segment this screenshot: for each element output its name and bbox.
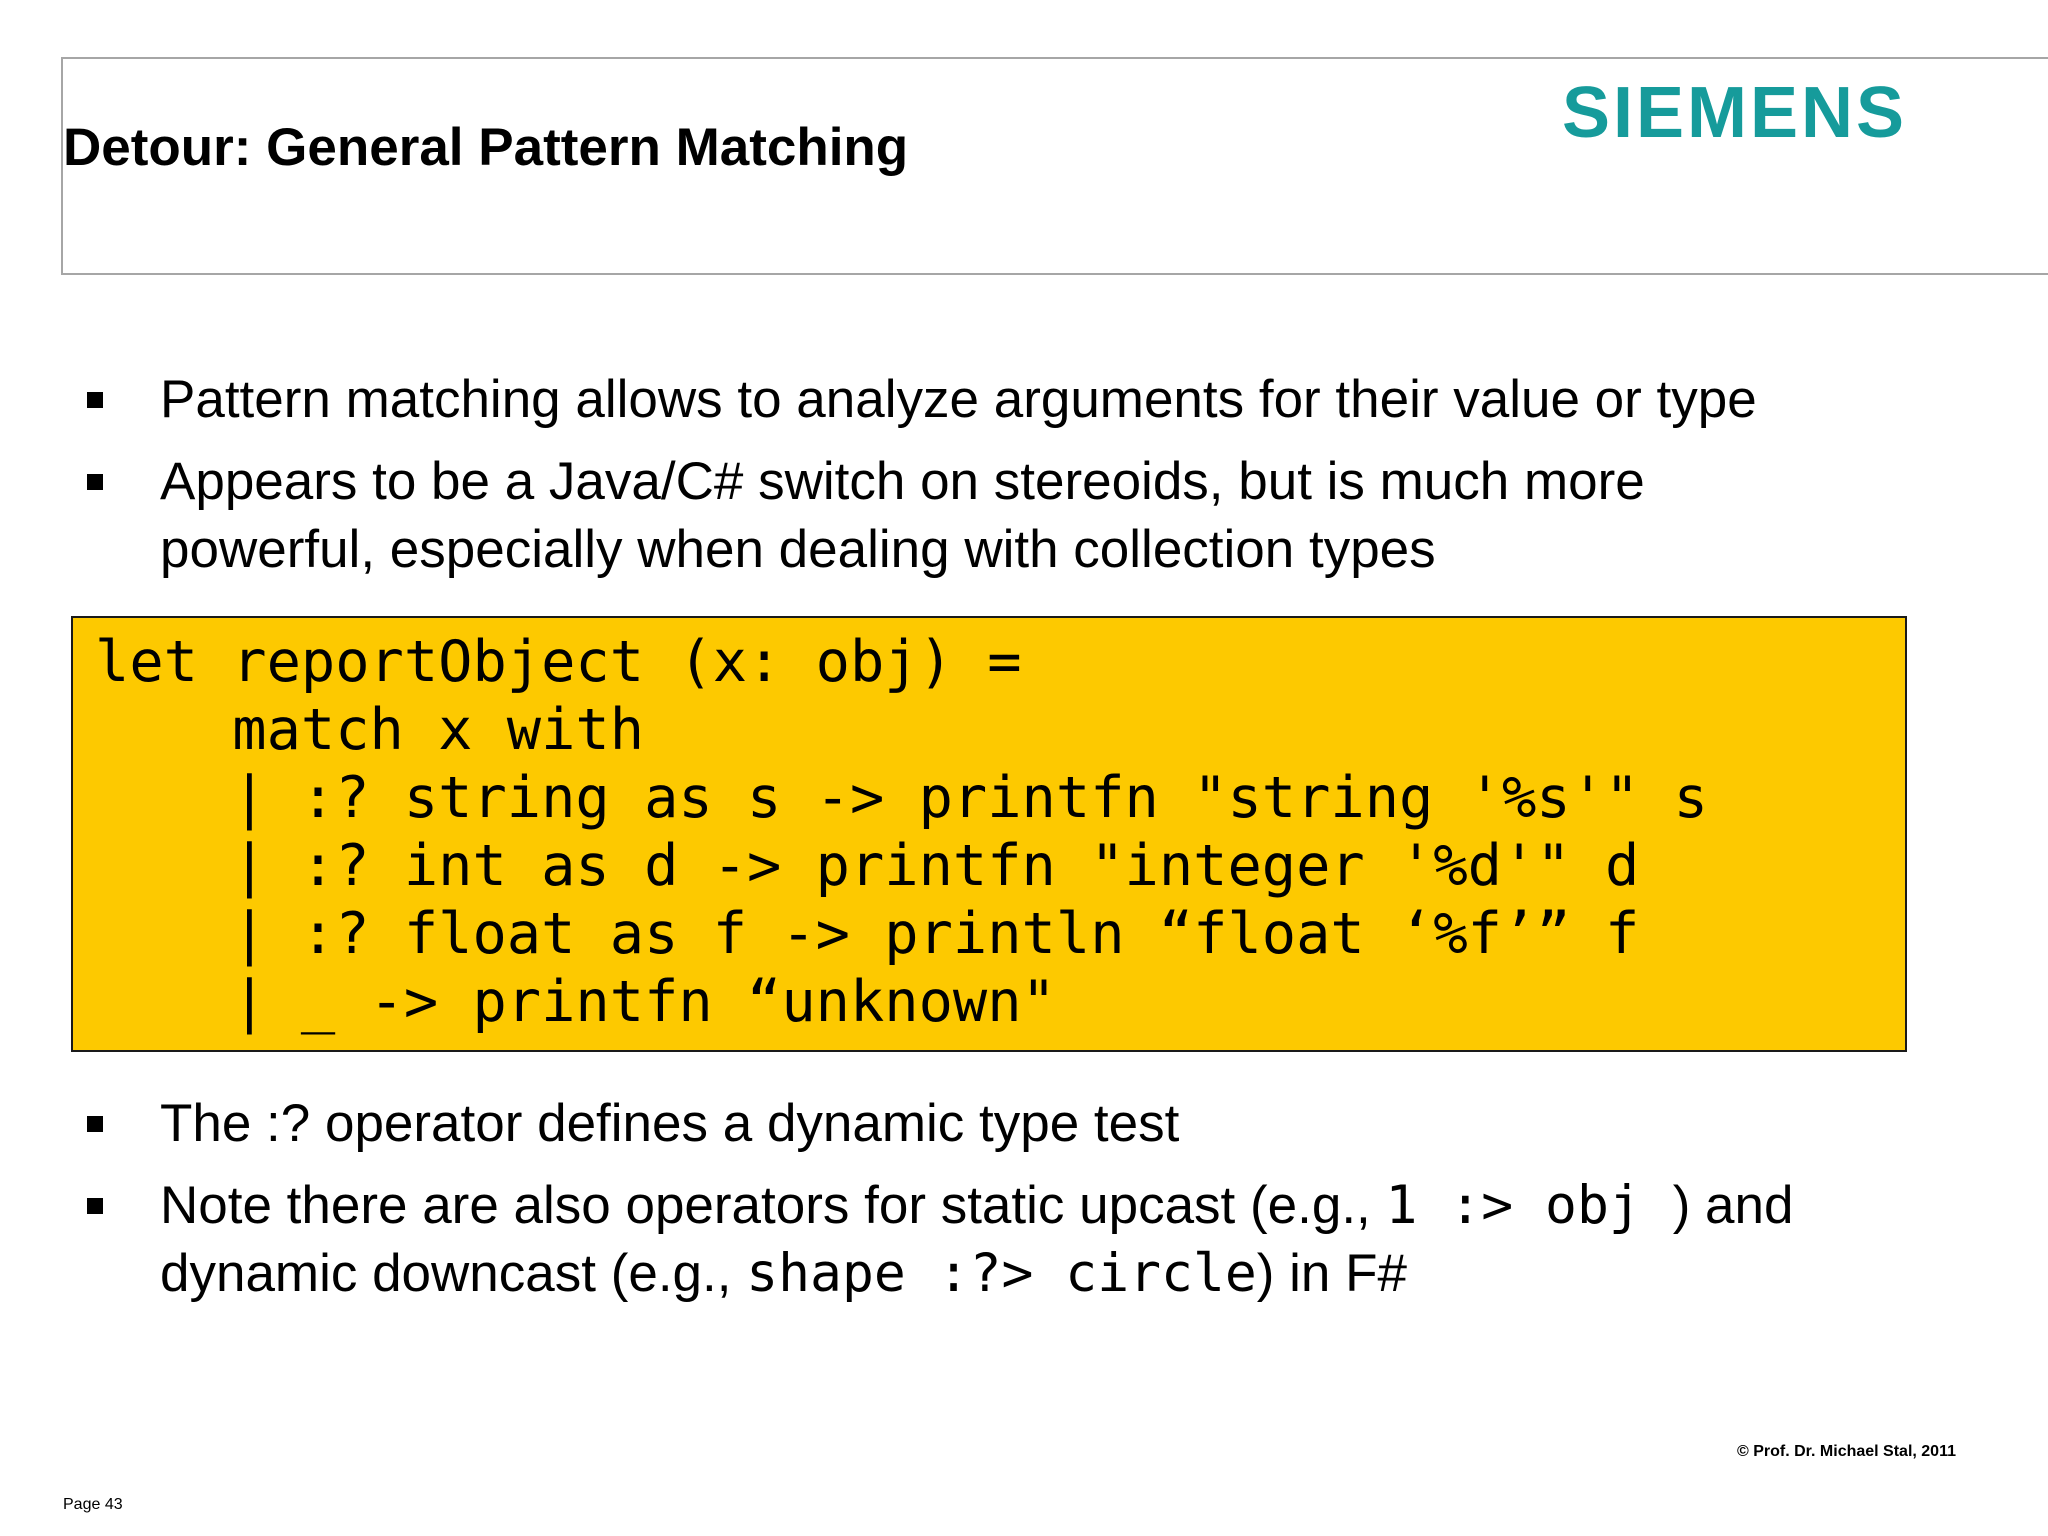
bullet-marker <box>87 392 103 408</box>
siemens-logo <box>1560 44 1970 144</box>
inline-code: 1 :> obj <box>1385 1175 1673 1236</box>
page-number: Page 43 <box>63 1496 123 1513</box>
copyright-notice: © Prof. Dr. Michael Stal, 2011 <box>1737 1443 1956 1460</box>
code-line: let reportObject (x: obj) = <box>95 629 1022 695</box>
bullet-item <box>160 1172 1960 1308</box>
bullet-text: ) in F# <box>1256 1244 1407 1303</box>
bullet-marker <box>87 1198 103 1214</box>
code-line: | :? int as d -> printfn "integer '%d'" d <box>95 833 1640 899</box>
code-line: | :? float as f -> println “float ‘%f’” f <box>95 901 1640 967</box>
bullet-item: Pattern matching allows to analyze arguments for their value or type <box>160 370 1757 429</box>
code-line: match x with <box>95 697 645 763</box>
bullet-item: The :? operator defines a dynamic type test <box>160 1094 1180 1153</box>
bullet-text: ) and <box>1672 1176 1794 1235</box>
bullet-text: Note there are also operators for static upcast (e.g., <box>160 1176 1386 1235</box>
code-block <box>71 616 1907 1052</box>
siemens-logo-text: SIEMENS <box>1562 73 1908 144</box>
inline-code: shape :?> circle <box>746 1243 1257 1304</box>
bullet-text: dynamic downcast (e.g., <box>160 1244 747 1303</box>
code-line: | _ -> printfn “unknown" <box>95 969 1056 1035</box>
bullet-marker <box>87 474 103 490</box>
bullet-marker <box>87 1116 103 1132</box>
slide-title: Detour: General Pattern Matching <box>63 118 909 177</box>
code-line: | :? string as s -> printfn "string '%s'" s <box>95 765 1708 831</box>
bullet-line: Appears to be a Java/C# switch on stereoids, but is much more <box>160 452 1645 511</box>
bullet-line: powerful, especially when dealing with collection types <box>160 520 1436 579</box>
bullet-item <box>160 448 1960 584</box>
